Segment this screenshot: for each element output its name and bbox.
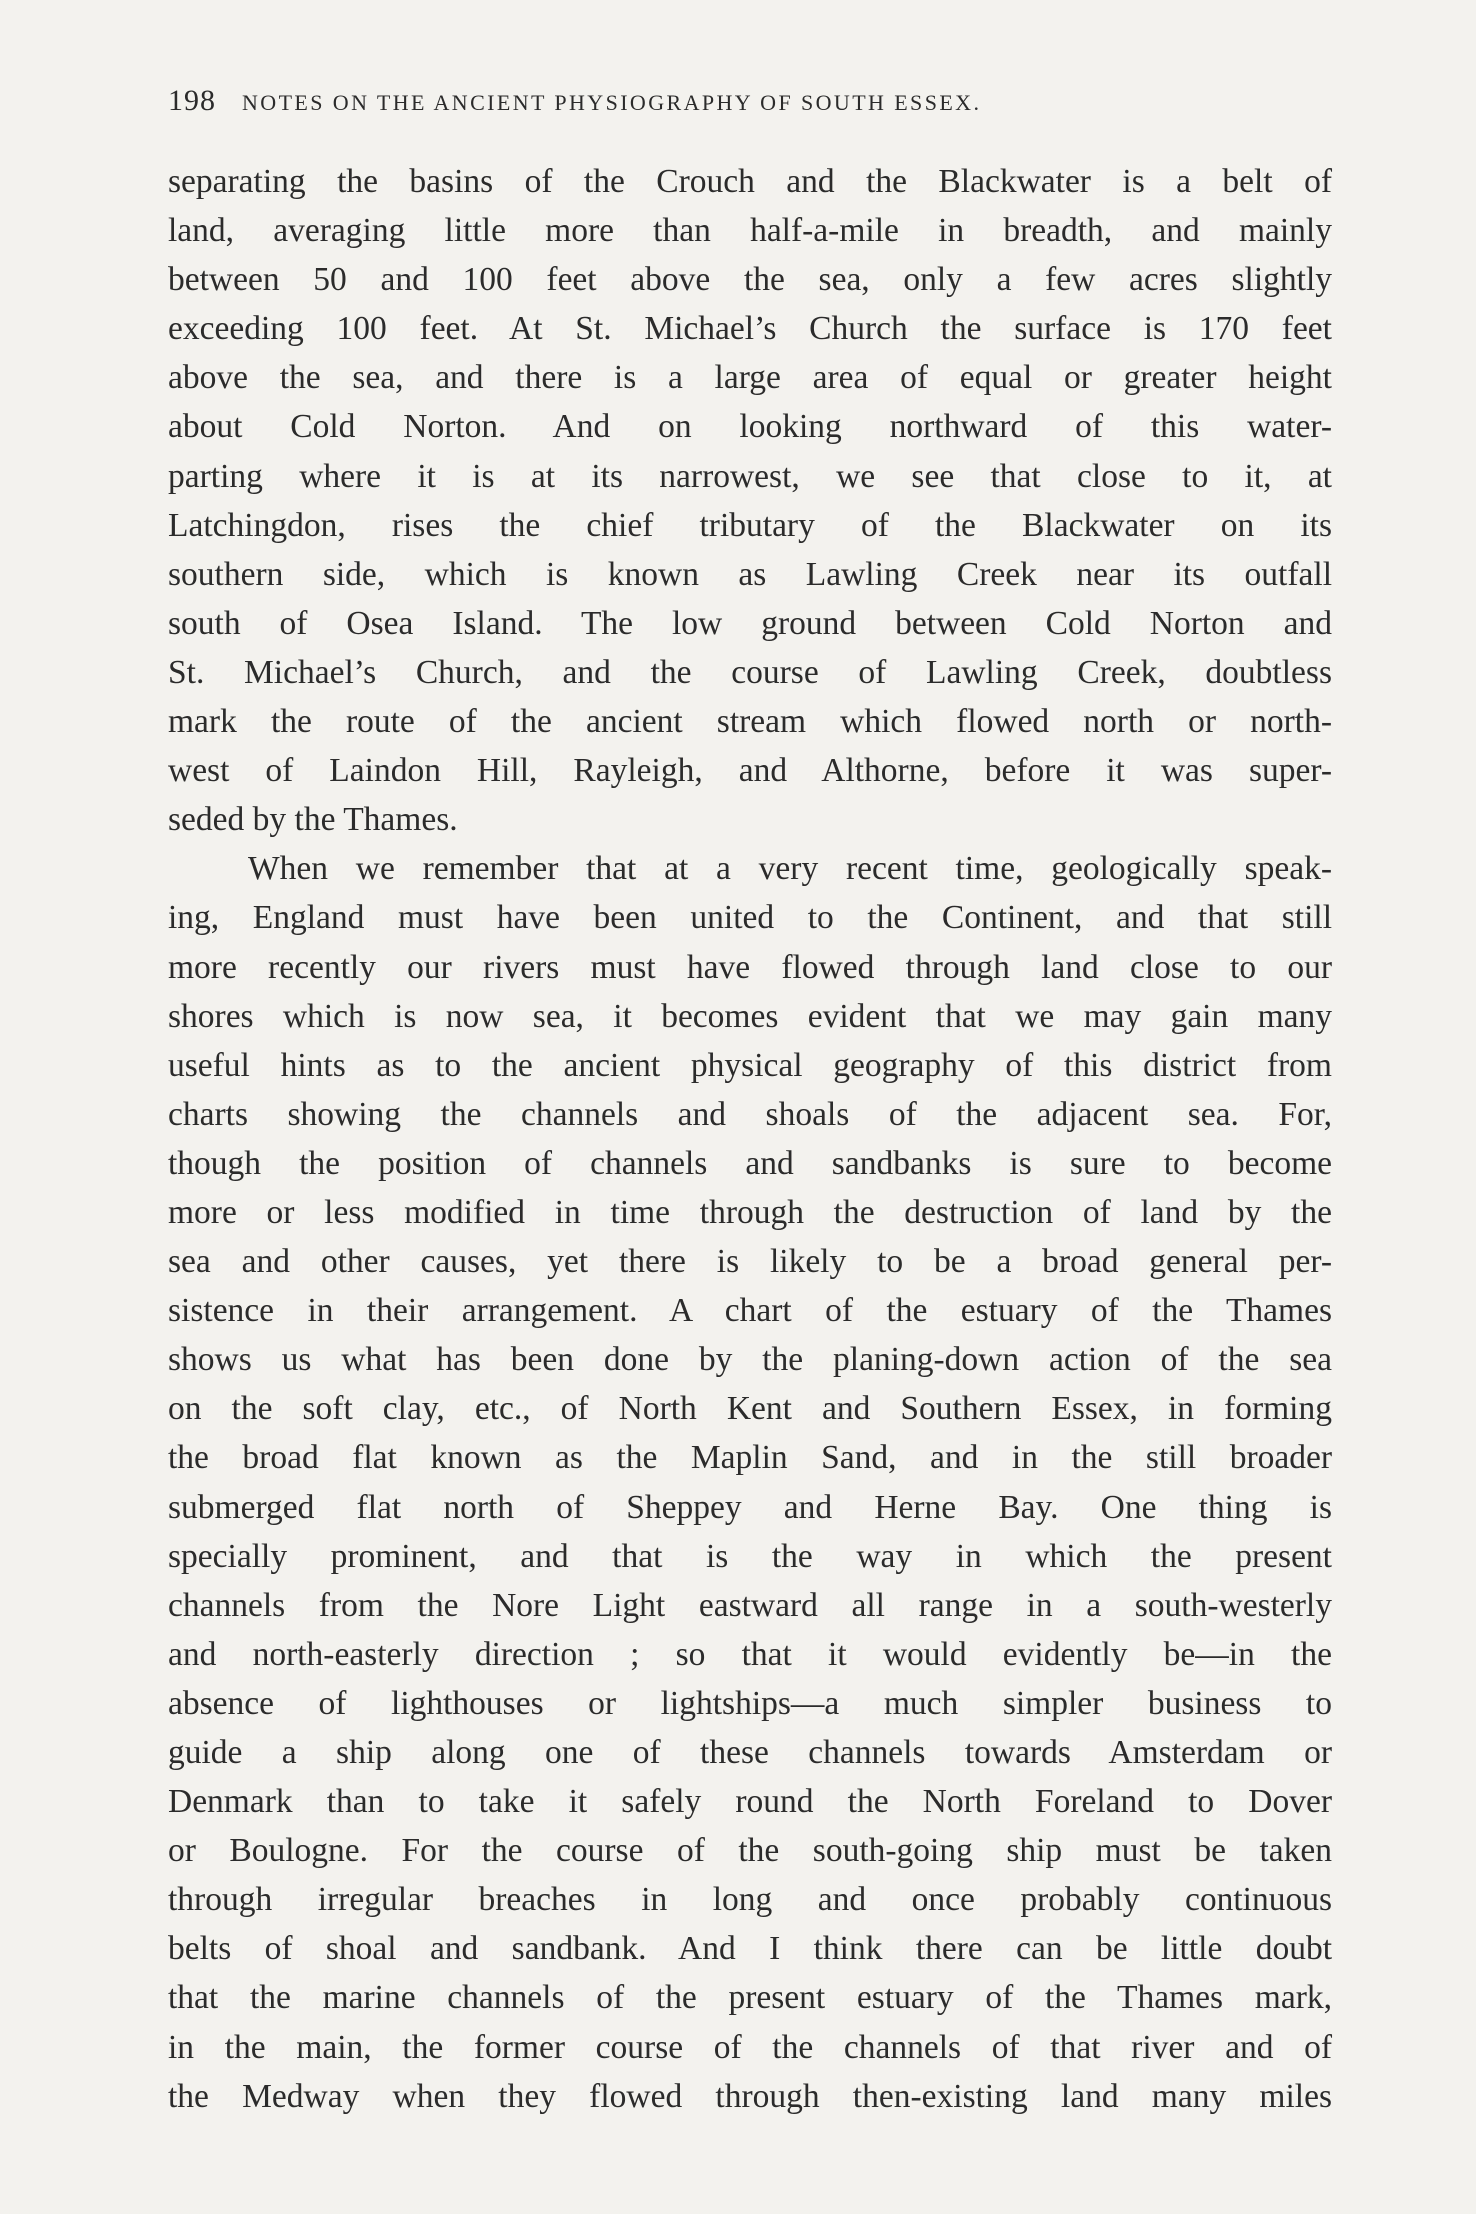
text-line: separating the basins of the Crouch and the Blackwater is a belt of <box>168 163 1332 200</box>
text-line: more or less modified in time through the destruction of land by the <box>168 1193 1332 1231</box>
text-line: St. Michael’s Church, and the course of Lawling Creek, doubtless <box>168 653 1332 691</box>
text-line: parting where it is at its narrowest, we see that close to it, at <box>168 457 1332 495</box>
text-line: sistence in their arrangement. A chart of the estuary of the Thames <box>168 1292 1332 1330</box>
text-line: submerged flat north of Sheppey and Herne Bay. One thing is <box>168 1488 1332 1526</box>
text-line: specially prominent, and that is the way in which the present <box>168 1537 1332 1575</box>
text-line: more recently our rivers must have flowed through land close to our <box>168 948 1332 986</box>
text-line: Latchingdon, rises the chief tributary of the Blackwater on its <box>168 506 1332 544</box>
text-line: in the main, the former course of the channels of that river and of <box>168 2028 1332 2066</box>
text-line: absence of lighthouses or lightships—a much simpler business to <box>168 1684 1332 1722</box>
text-line: shores which is now sea, it becomes evident that we may gain many <box>168 997 1332 1035</box>
text-line: southern side, which is known as Lawling Creek near its outfall <box>168 555 1332 593</box>
text-line: belts of shoal and sandbank. And I think there can be little doubt <box>168 1930 1332 1968</box>
text-line: or Boulogne. For the course of the south-going ship must be taken <box>168 1832 1332 1870</box>
text-line: the Medway when they flowed through then-existing land many miles <box>168 2077 1332 2115</box>
text-line: guide a ship along one of these channels towards Amsterdam or <box>168 1734 1332 1771</box>
text-line: between 50 and 100 feet above the sea, only a few acres slightly <box>168 261 1332 299</box>
text-line-paragraph-start: When we remember that at a very recent time, geologically speak- <box>248 850 1332 888</box>
text-line: west of Laindon Hill, Rayleigh, and Althorne, before it was super- <box>168 752 1332 790</box>
text-line: above the sea, and there is a large area of equal or greater height <box>168 359 1332 397</box>
text-line: mark the route of the ancient stream which flowed north or north- <box>168 703 1332 741</box>
text-line: sea and other causes, yet there is likely to be a broad general per- <box>168 1243 1332 1281</box>
body-text <box>168 157 1332 2121</box>
text-line: useful hints as to the ancient physical geography of this district from <box>168 1046 1332 1084</box>
text-line: exceeding 100 feet. At St. Michael’s Church the surface is 170 feet <box>168 310 1332 348</box>
text-line: the broad flat known as the Maplin Sand, and in the still broader <box>168 1439 1332 1477</box>
running-title: NOTES ON THE ANCIENT PHYSIOGRAPHY OF SOUTH ESSEX. <box>242 90 982 115</box>
text-line: channels from the Nore Light eastward all range in a south-westerly <box>168 1586 1332 1624</box>
text-line: through irregular breaches in long and once probably continuous <box>168 1881 1332 1919</box>
text-line: land, averaging little more than half-a-mile in breadth, and mainly <box>168 212 1332 250</box>
text-line: about Cold Norton. And on looking northward of this water- <box>168 408 1332 446</box>
text-line: that the marine channels of the present estuary of the Thames mark, <box>168 1979 1332 2017</box>
text-line: shows us what has been done by the planing-down action of the sea <box>168 1341 1332 1379</box>
text-line-paragraph-end: seded by the Thames. <box>168 801 458 839</box>
text-line: on the soft clay, etc., of North Kent and Southern Essex, in forming <box>168 1390 1332 1428</box>
page-header <box>168 84 1328 124</box>
text-line: ing, England must have been united to the Continent, and that still <box>168 899 1332 937</box>
page-number: 198 <box>168 84 216 117</box>
text-line: charts showing the channels and shoals of the adjacent sea. For, <box>168 1095 1332 1133</box>
text-line: though the position of channels and sandbanks is sure to become <box>168 1144 1332 1182</box>
text-line: Denmark than to take it safely round the North Foreland to Dover <box>168 1783 1332 1821</box>
text-line: south of Osea Island. The low ground between Cold Norton and <box>168 604 1332 642</box>
text-line: and north-easterly direction ; so that it would evidently be—in the <box>168 1635 1332 1673</box>
